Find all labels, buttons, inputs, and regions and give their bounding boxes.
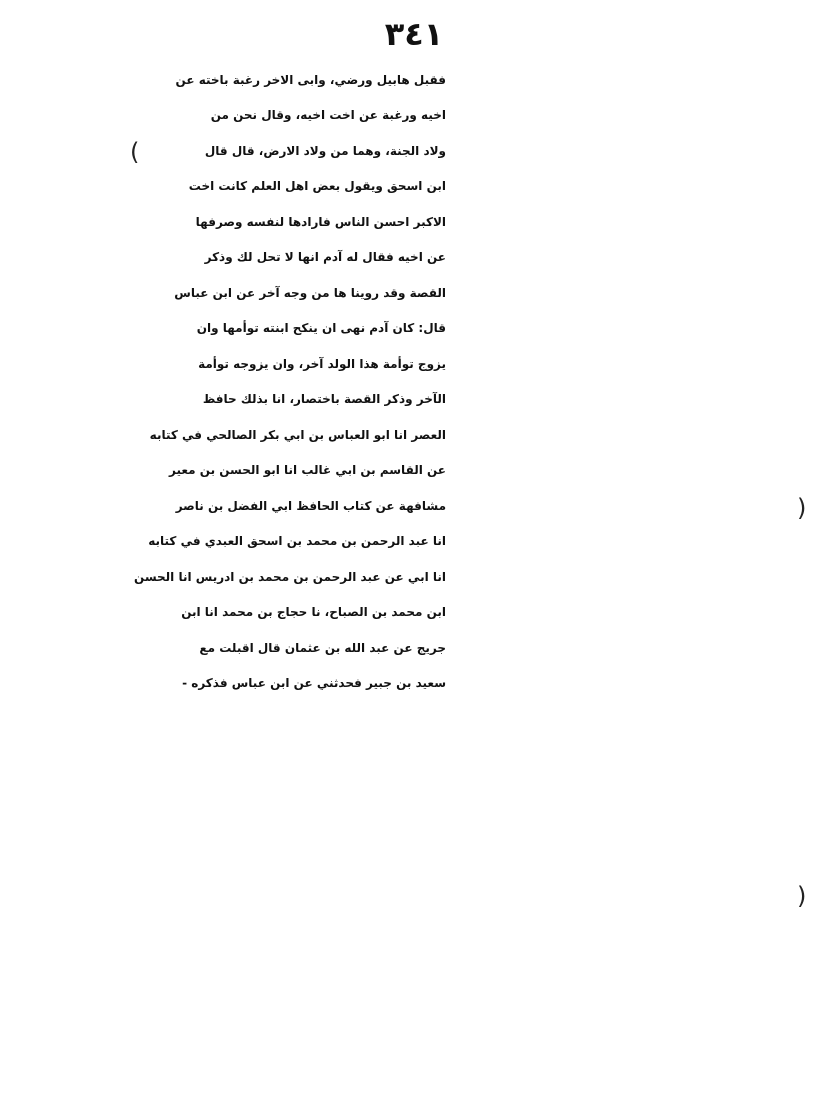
text-line: اخيه ورغبة عن اخت اخيه، وقال نحن من [210, 108, 446, 122]
text-line: انا ابي عن عبد الرحمن بن محمد بن ادريس انا الحسن [134, 570, 446, 584]
text-line: ولاد الجنة، وهما من ولاد الارض، قال قال [204, 144, 446, 158]
text-line: ابن اسحق ويقول بعض اهل العلم كانت اخت [188, 179, 446, 193]
text-line: الاكبر احسن الناس فارادها لنفسه وصرفها [195, 215, 446, 229]
text-line: سعيد بن جبير فحدثني عن ابن عباس فذكره - [182, 676, 446, 690]
text-line: عن القاسم بن ابي غالب انا ابو الحسن بن معير [169, 463, 446, 477]
text-line: انا عبد الرحمن بن محمد بن اسحق العبدي في كتابه [148, 534, 446, 548]
text-line: جريج عن عبد الله بن عثمان قال اقبلت مع [199, 641, 446, 655]
text-line: العصر انا ابو العباس بن ابي بكر الصالحي في كتابه [149, 428, 446, 442]
text-line: مشافهة عن كتاب الحافظ ابي الفضل بن ناصر [175, 499, 446, 513]
page-number: ٣٤١ [384, 15, 444, 53]
text-line: يزوج توأمة هذا الولد آخر، وان يزوجه توأمة [198, 357, 446, 371]
text-line: القصة وقد روينا ها من وجه آخر عن ابن عباس [174, 286, 446, 300]
text-line: الآخر وذكر القصة باختصار، انا بذلك حافظ [202, 392, 446, 406]
margin-mark: ) [797, 494, 807, 522]
text-line: فقبل هابيل ورضي، وابى الاخر رغبة باخته عن [175, 73, 446, 87]
margin-mark: ( [130, 138, 140, 166]
text-line: قال: كان آدم نهى ان ينكح ابنته توأمها وان [196, 321, 446, 335]
text-line: عن اخيه فقال له آدم انها لا تحل لك وذكر [204, 250, 446, 264]
text-line: ابن محمد بن الصباح، نا حجاج بن محمد انا ابن [181, 605, 446, 619]
margin-mark: ) [797, 882, 807, 910]
